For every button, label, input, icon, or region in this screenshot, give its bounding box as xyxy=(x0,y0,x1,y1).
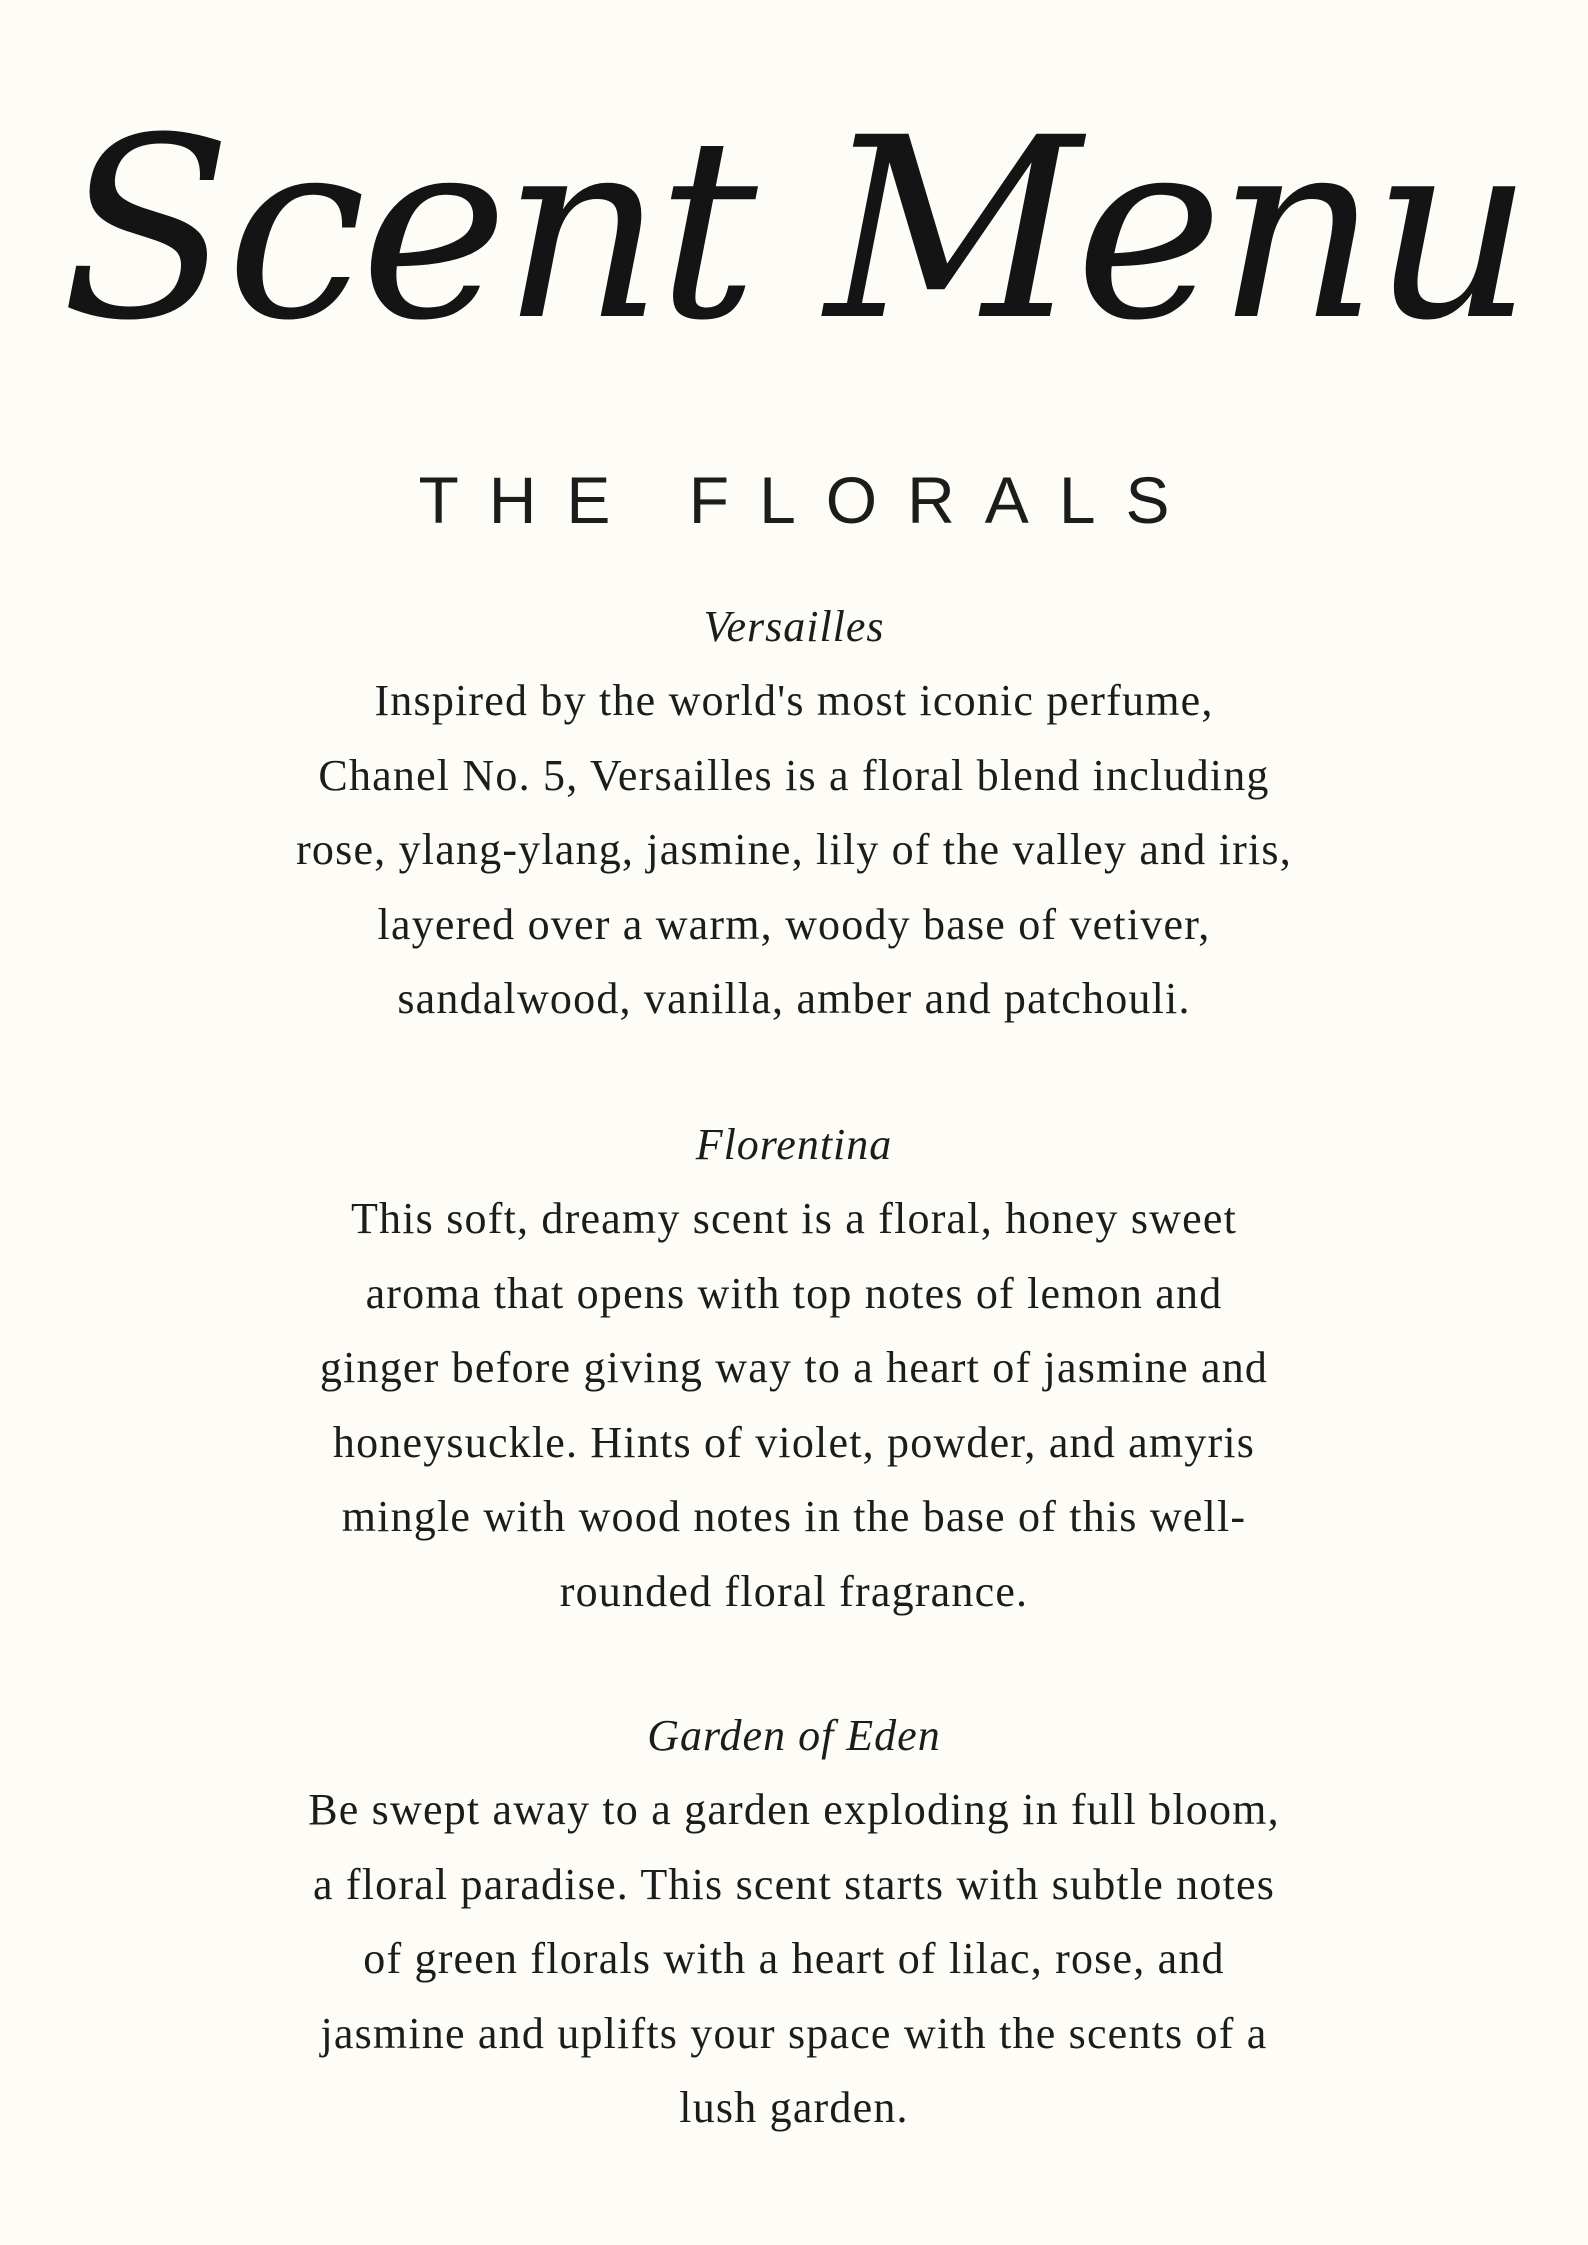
description-line: Inspired by the world's most iconic perfume, xyxy=(374,676,1214,725)
description-line: ginger before giving way to a heart of jasmine and xyxy=(319,1343,1269,1392)
description-line: Be swept away to a garden exploding in full bloom, xyxy=(308,1785,1280,1834)
page-subtitle: THE FLORALS xyxy=(418,463,1200,537)
scent-name: Garden of Eden xyxy=(647,1711,941,1760)
description-line: rounded floral fragrance. xyxy=(559,1566,1029,1616)
scent-entry-garden-of-eden xyxy=(200,1699,1388,2146)
description-line: Chanel No. 5, Versailles is a floral blend including xyxy=(318,750,1270,800)
description-line: aroma that opens with top notes of lemon and xyxy=(365,1268,1223,1318)
scent-name: Versailles xyxy=(703,602,885,651)
page-title: Scent Menu xyxy=(60,84,1528,375)
scent-entry-florentina xyxy=(200,1108,1388,1629)
scent-description xyxy=(200,1182,1388,1629)
scent-description xyxy=(200,664,1388,1037)
scent-name: Florentina xyxy=(695,1120,893,1169)
description-line: layered over a warm, woody base of vetiver, xyxy=(377,899,1211,949)
scent-entry-versailles xyxy=(200,590,1388,1037)
description-line: a floral paradise. This scent starts with subtle notes xyxy=(312,1859,1276,1909)
description-line: sandalwood, vanilla, amber and patchouli. xyxy=(397,974,1191,1023)
description-line: honeysuckle. Hints of violet, powder, and amyris xyxy=(332,1417,1256,1467)
scent-description xyxy=(200,1773,1388,2146)
description-line: lush garden. xyxy=(679,2083,909,2132)
description-line: jasmine and uplifts your space with the scents of a xyxy=(320,2008,1268,2058)
description-line: rose, ylang-ylang, jasmine, lily of the valley and iris, xyxy=(296,825,1292,874)
description-line: of green florals with a heart of lilac, rose, and xyxy=(363,1934,1225,1983)
description-line: mingle with wood notes in the base of this well- xyxy=(341,1492,1247,1541)
description-line: This soft, dreamy scent is a floral, honey sweet xyxy=(350,1194,1238,1243)
